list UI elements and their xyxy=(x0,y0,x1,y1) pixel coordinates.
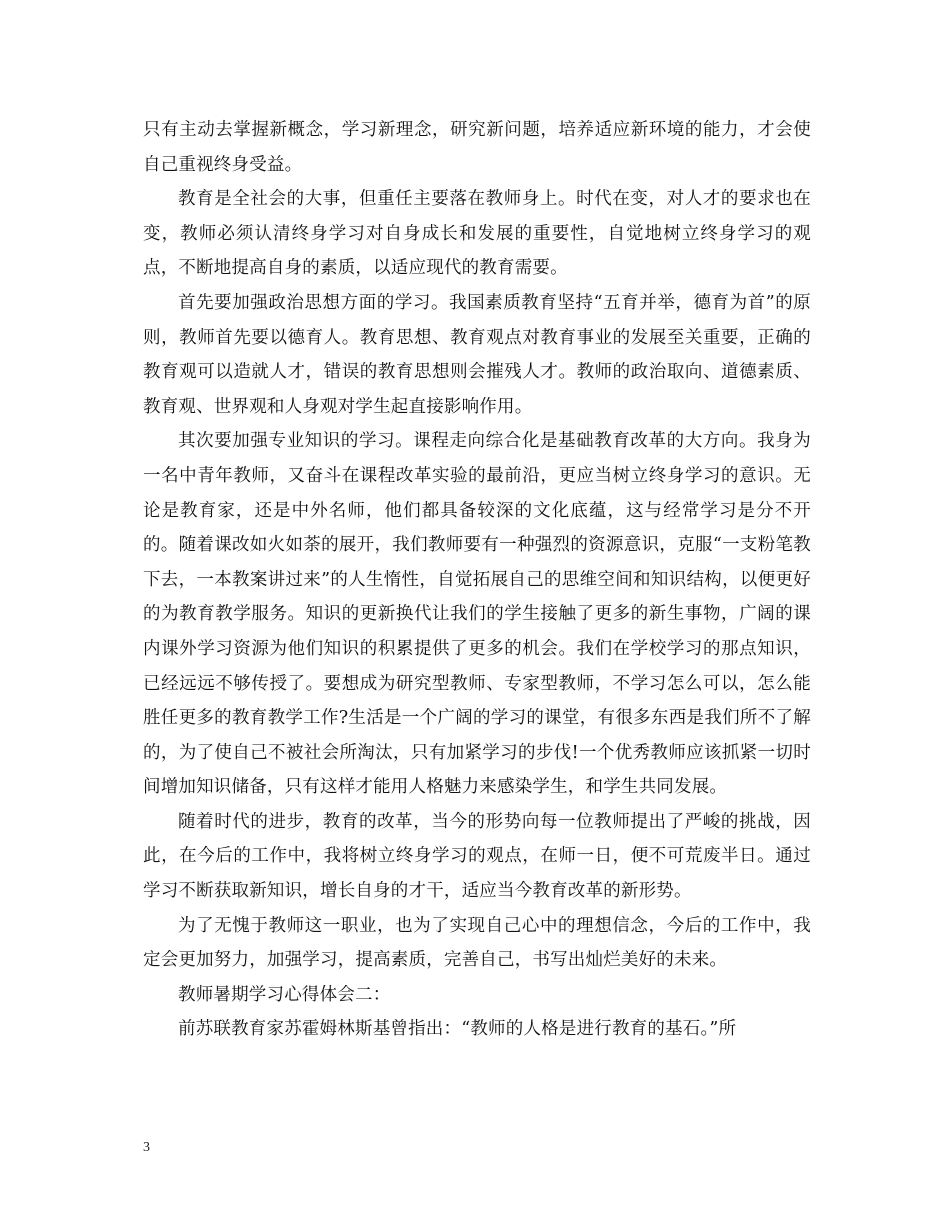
paragraph: 首先要加强政治思想方面的学习。我国素质教育坚持“五育并举，德育为首”的原则，教师首先要以德育人。教育思想、教育观点对教育事业的发展至关重要，正确的教育观可以造就人才，错误的教育思想则会摧残人才。教师的政治取向、道德素质、教育观、世界观和人身观对学生起直接影响作用。 xyxy=(143,292,811,417)
page-number: 3 xyxy=(143,1140,150,1155)
paragraph: 前苏联教育家苏霍姆林斯基曾指出：“教师的人格是进行教育的基石。”所 xyxy=(178,1019,737,1040)
document-body xyxy=(143,113,811,1047)
paragraph: 随着时代的进步，教育的改革，当今的形势向每一位教师提出了严峻的挑战，因此，在今后的工作中，我将树立终身学习的观点，在师一日，便不可荒废半日。通过学习不断获取新知识，增长自身的才干，适应当今教育改革的新形势。 xyxy=(143,811,811,902)
paragraph: 教育是全社会的大事，但重任主要落在教师身上。时代在变，对人才的要求也在变，教师必须认清终身学习对自身成长和发展的重要性，自觉地树立终身学习的观点，不断地提高自身的素质，以适应现代的教育需要。 xyxy=(143,189,811,279)
paragraph: 只有主动去掌握新概念，学习新理念，研究新问题，培养适应新环境的能力，才会使自己重视终身受益。 xyxy=(143,120,811,175)
paragraph: 其次要加强专业知识的学习。课程走向综合化是基础教育改革的大方向。我身为一名中青年教师，又奋斗在课程改革实验的最前沿，更应当树立终身学习的意识。无论是教育家，还是中外名师，他们都具备较深的文化底蕴，这与经常学习是分不开的。随着课改如火如荼的展开，我们教师要有一种强烈的资源意识，克服“一支粉笔教下去，一本教案讲过来”的人生惰性，自觉拓展自己的思维空间和知识结构，以便更好的为教育教学服务。知识的更新换代让我们的学生接触了更多的新生事物，广阔的课内课外学习资源为他们知识的积累提供了更多的机会。我们在学校学习的那点知识，已经远远不够传授了。要想成为研究型教师、专家型教师，不学习怎么可以，怎么能胜任更多的教育教学工作?生活是一个广阔的学习的课堂，有很多东西是我们所不了解的，为了使自己不被社会所淘汰，只有加紧学习的步伐!一个优秀教师应该抓紧一切时间增加知识储备，只有这样才能用人格魅力来感染学生，和学生共同发展。 xyxy=(143,431,811,798)
section-heading: 教师暑期学习心得体会二： xyxy=(178,984,391,1005)
paragraph: 为了无愧于教师这一职业，也为了实现自己心中的理想信念，今后的工作中，我定会更加努力，加强学习，提高素质，完善自己，书写出灿烂美好的未来。 xyxy=(143,915,811,971)
